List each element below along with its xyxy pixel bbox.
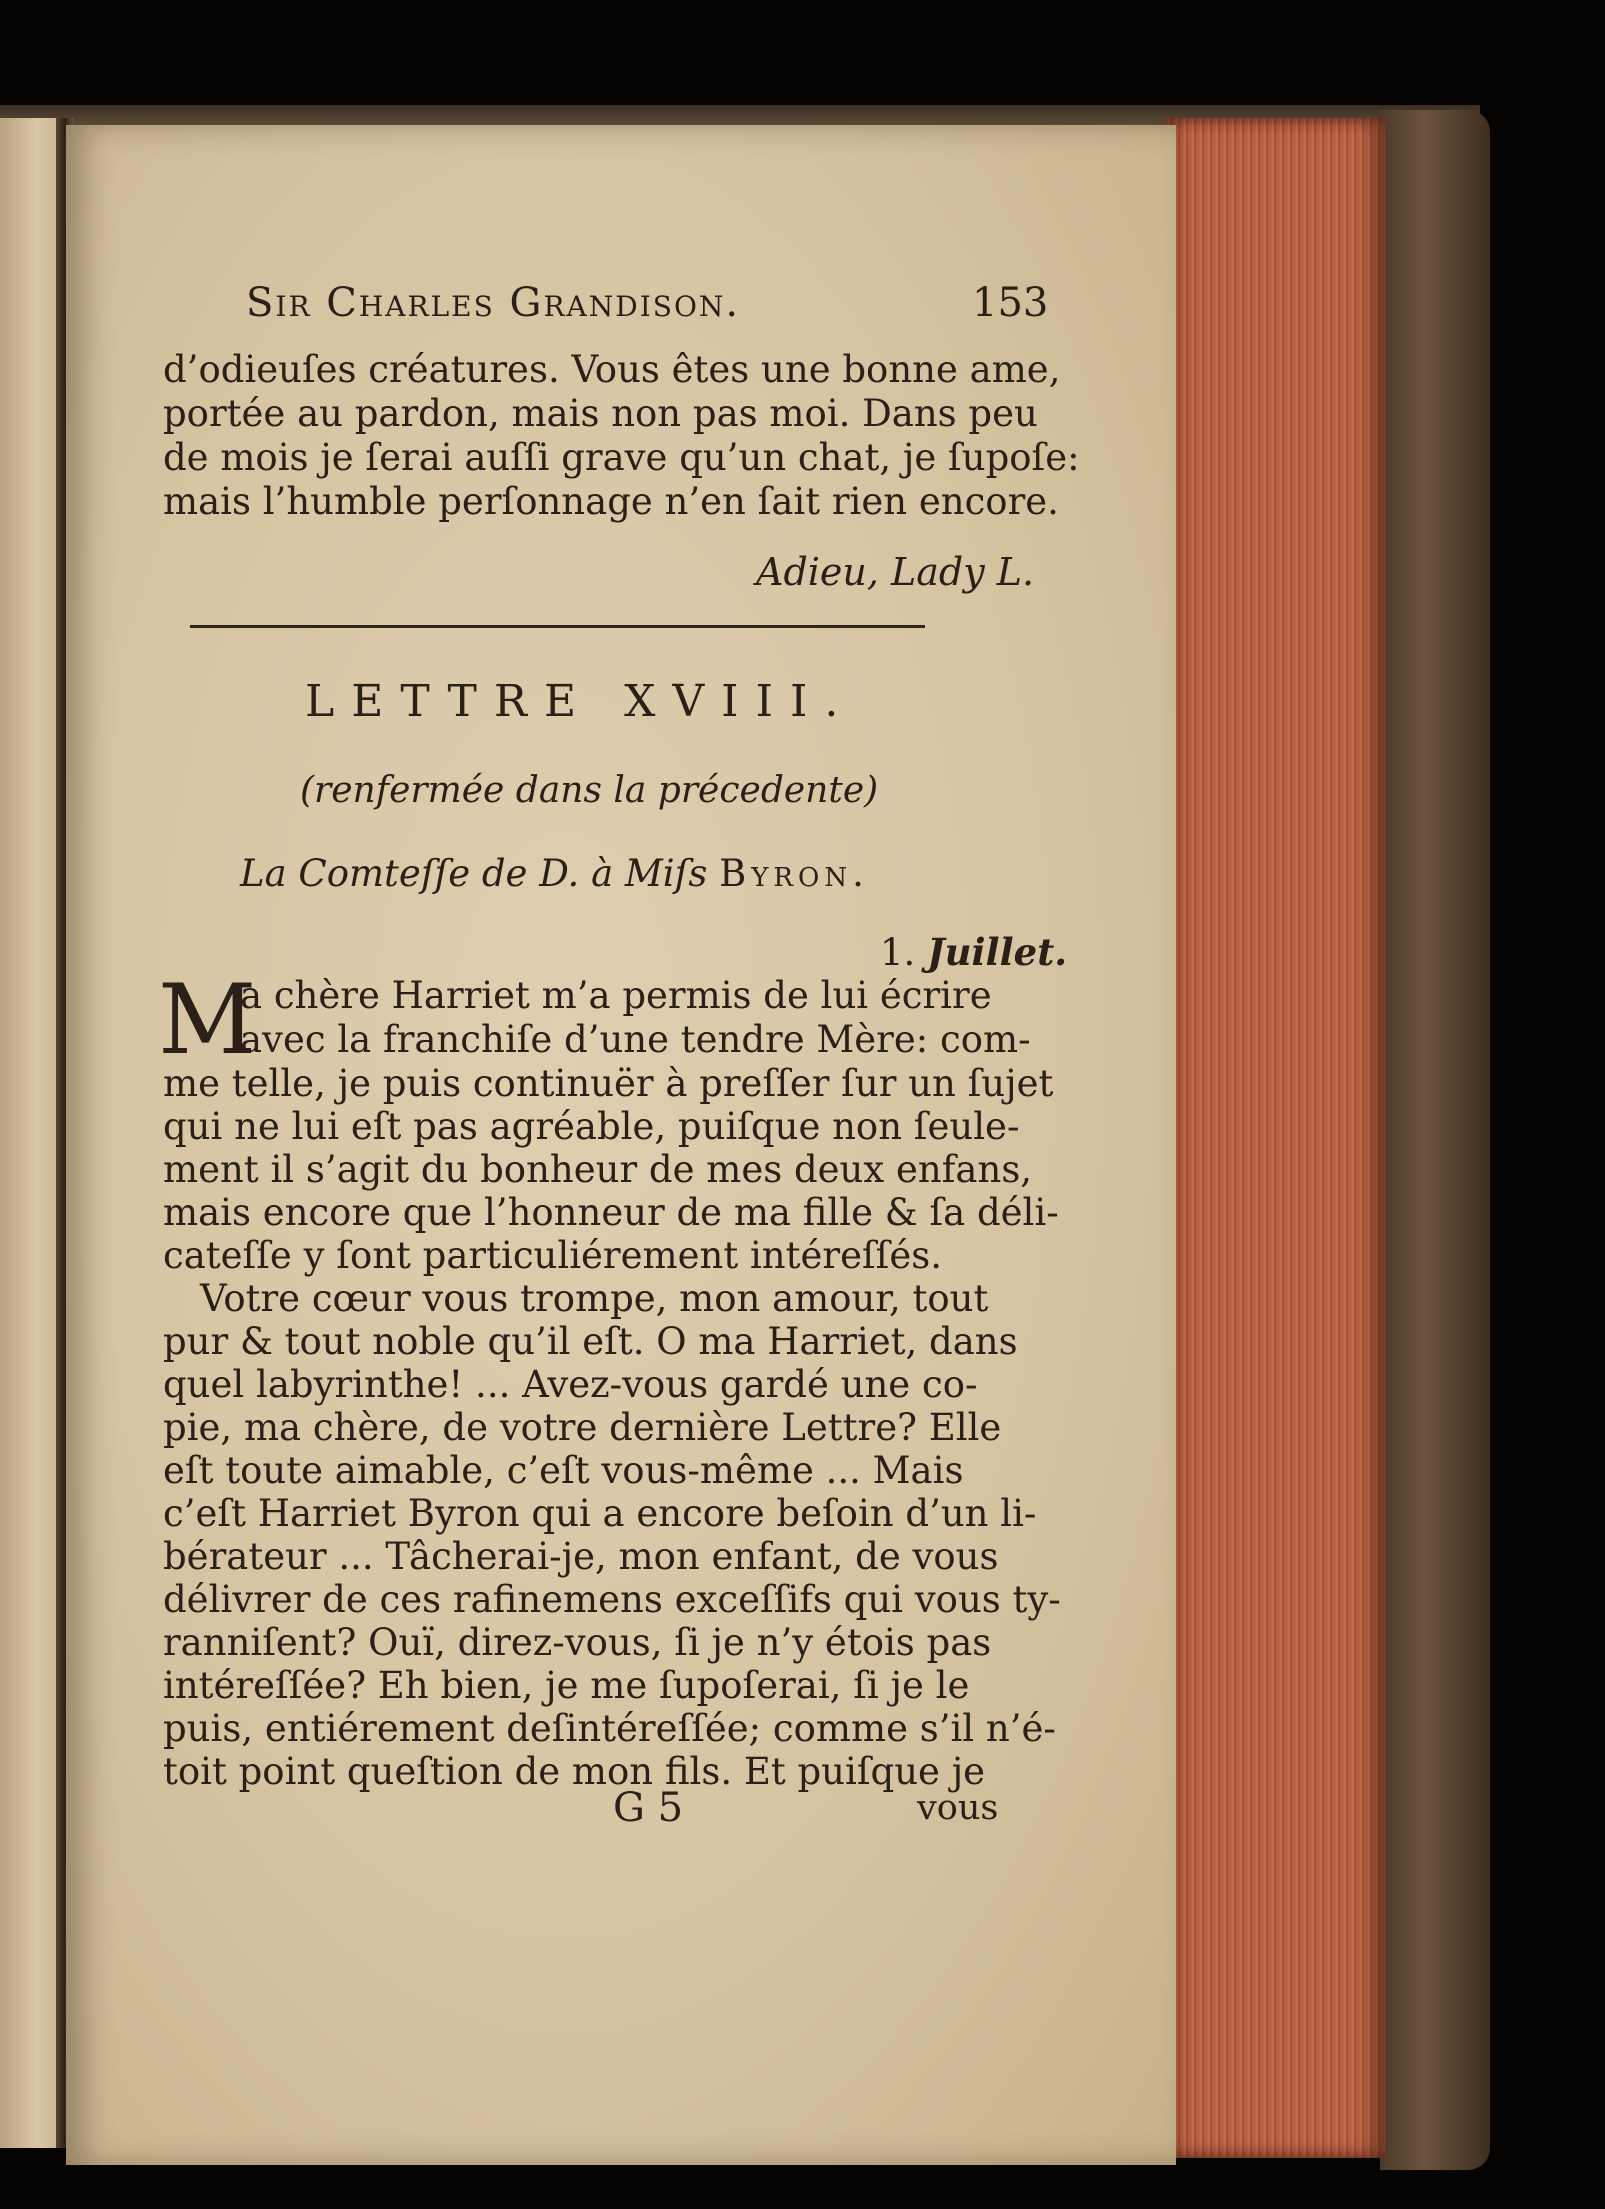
section-rule <box>190 625 925 628</box>
prev-letter-line: d’odieuſes créatures. Vous êtes une bonne ame, <box>163 348 1061 391</box>
body-line: toit point queſtion de mon fils. Et puiſque je <box>163 1750 986 1793</box>
signature-mark: G 5 <box>613 1785 684 1831</box>
body-line: bérateur ... Tâcherai-je, mon enfant, de vous <box>163 1535 999 1578</box>
book-binding <box>1380 110 1490 2170</box>
body-line: puis, entiérement deſintéreſſée; comme s’il n’é- <box>163 1707 1056 1750</box>
letter-date <box>880 930 1067 974</box>
body-line: eſt toute aimable, c’eſt vous-même ... Mais <box>163 1449 964 1492</box>
prev-letter-line: mais l’humble perſonnage n’en ſait rien encore. <box>163 480 1059 523</box>
body-line: cateſſe y ſont particuliérement intéreſſés. <box>163 1234 943 1277</box>
body-line: me telle, je puis continuër à preſſer ſur un ſujet <box>163 1062 1054 1105</box>
body-line: intéreſſée? Eh bien, je me ſupoſerai, ſi je le <box>163 1664 970 1707</box>
body-line: délivrer de ces rafinemens exceſſifs qui vous ty- <box>163 1578 1061 1621</box>
body-line: quel labyrinthe! ... Avez-vous gardé une co- <box>163 1363 978 1406</box>
letter-subtitle: (renfermée dans la précedente) <box>300 770 879 811</box>
catchword: vous <box>917 1788 999 1828</box>
body-line: pur & tout noble qu’il eſt. O ma Harriet, dans <box>163 1320 1018 1363</box>
prev-letter-signoff: Adieu, Lady L. <box>756 550 1035 594</box>
left-page-edge <box>0 118 62 2148</box>
body-line: mais encore que l’honneur de ma fille & ſa déli- <box>163 1191 1059 1234</box>
body-line: Votre cœur vous trompe, mon amour, tout <box>200 1277 989 1320</box>
body-line: qui ne lui eſt pas agréable, puiſque non ſeule- <box>163 1105 1020 1148</box>
address-name: Byron. <box>719 852 869 895</box>
body-line: a chère Harriet m’a permis de lui écrire <box>240 974 992 1017</box>
body-line: ranniſent? Ouï, direz-vous, ſi je n’y étois pas <box>163 1621 992 1664</box>
running-title: Sir Charles Grandison. <box>246 280 741 326</box>
date-day: 1. <box>880 931 916 974</box>
address-pre: La Comteſſe de D. à Miſs <box>240 852 708 895</box>
body-line: pie, ma chère, de votre dernière Lettre? Elle <box>163 1406 1002 1449</box>
date-month: Juillet. <box>927 930 1068 974</box>
body-line: ment il s’agit du bonheur de mes deux enfans, <box>163 1148 1033 1191</box>
prev-letter-line: portée au pardon, mais non pas moi. Dans peu <box>163 392 1038 435</box>
body-line: c’eſt Harriet Byron qui a encore beſoin d’un li- <box>163 1492 1037 1535</box>
page-number: 153 <box>972 280 1049 326</box>
letter-title: LETTRE XVIII. <box>305 676 856 727</box>
page-fore-edge <box>1166 118 1386 2158</box>
body-line: avec la franchiſe d’une tendre Mère: com- <box>240 1018 1031 1061</box>
drop-cap: M <box>158 964 257 1076</box>
prev-letter-line: de mois je ſerai auſſi grave qu’un chat, je ſupoſe: <box>163 436 1080 479</box>
letter-address <box>240 852 869 895</box>
